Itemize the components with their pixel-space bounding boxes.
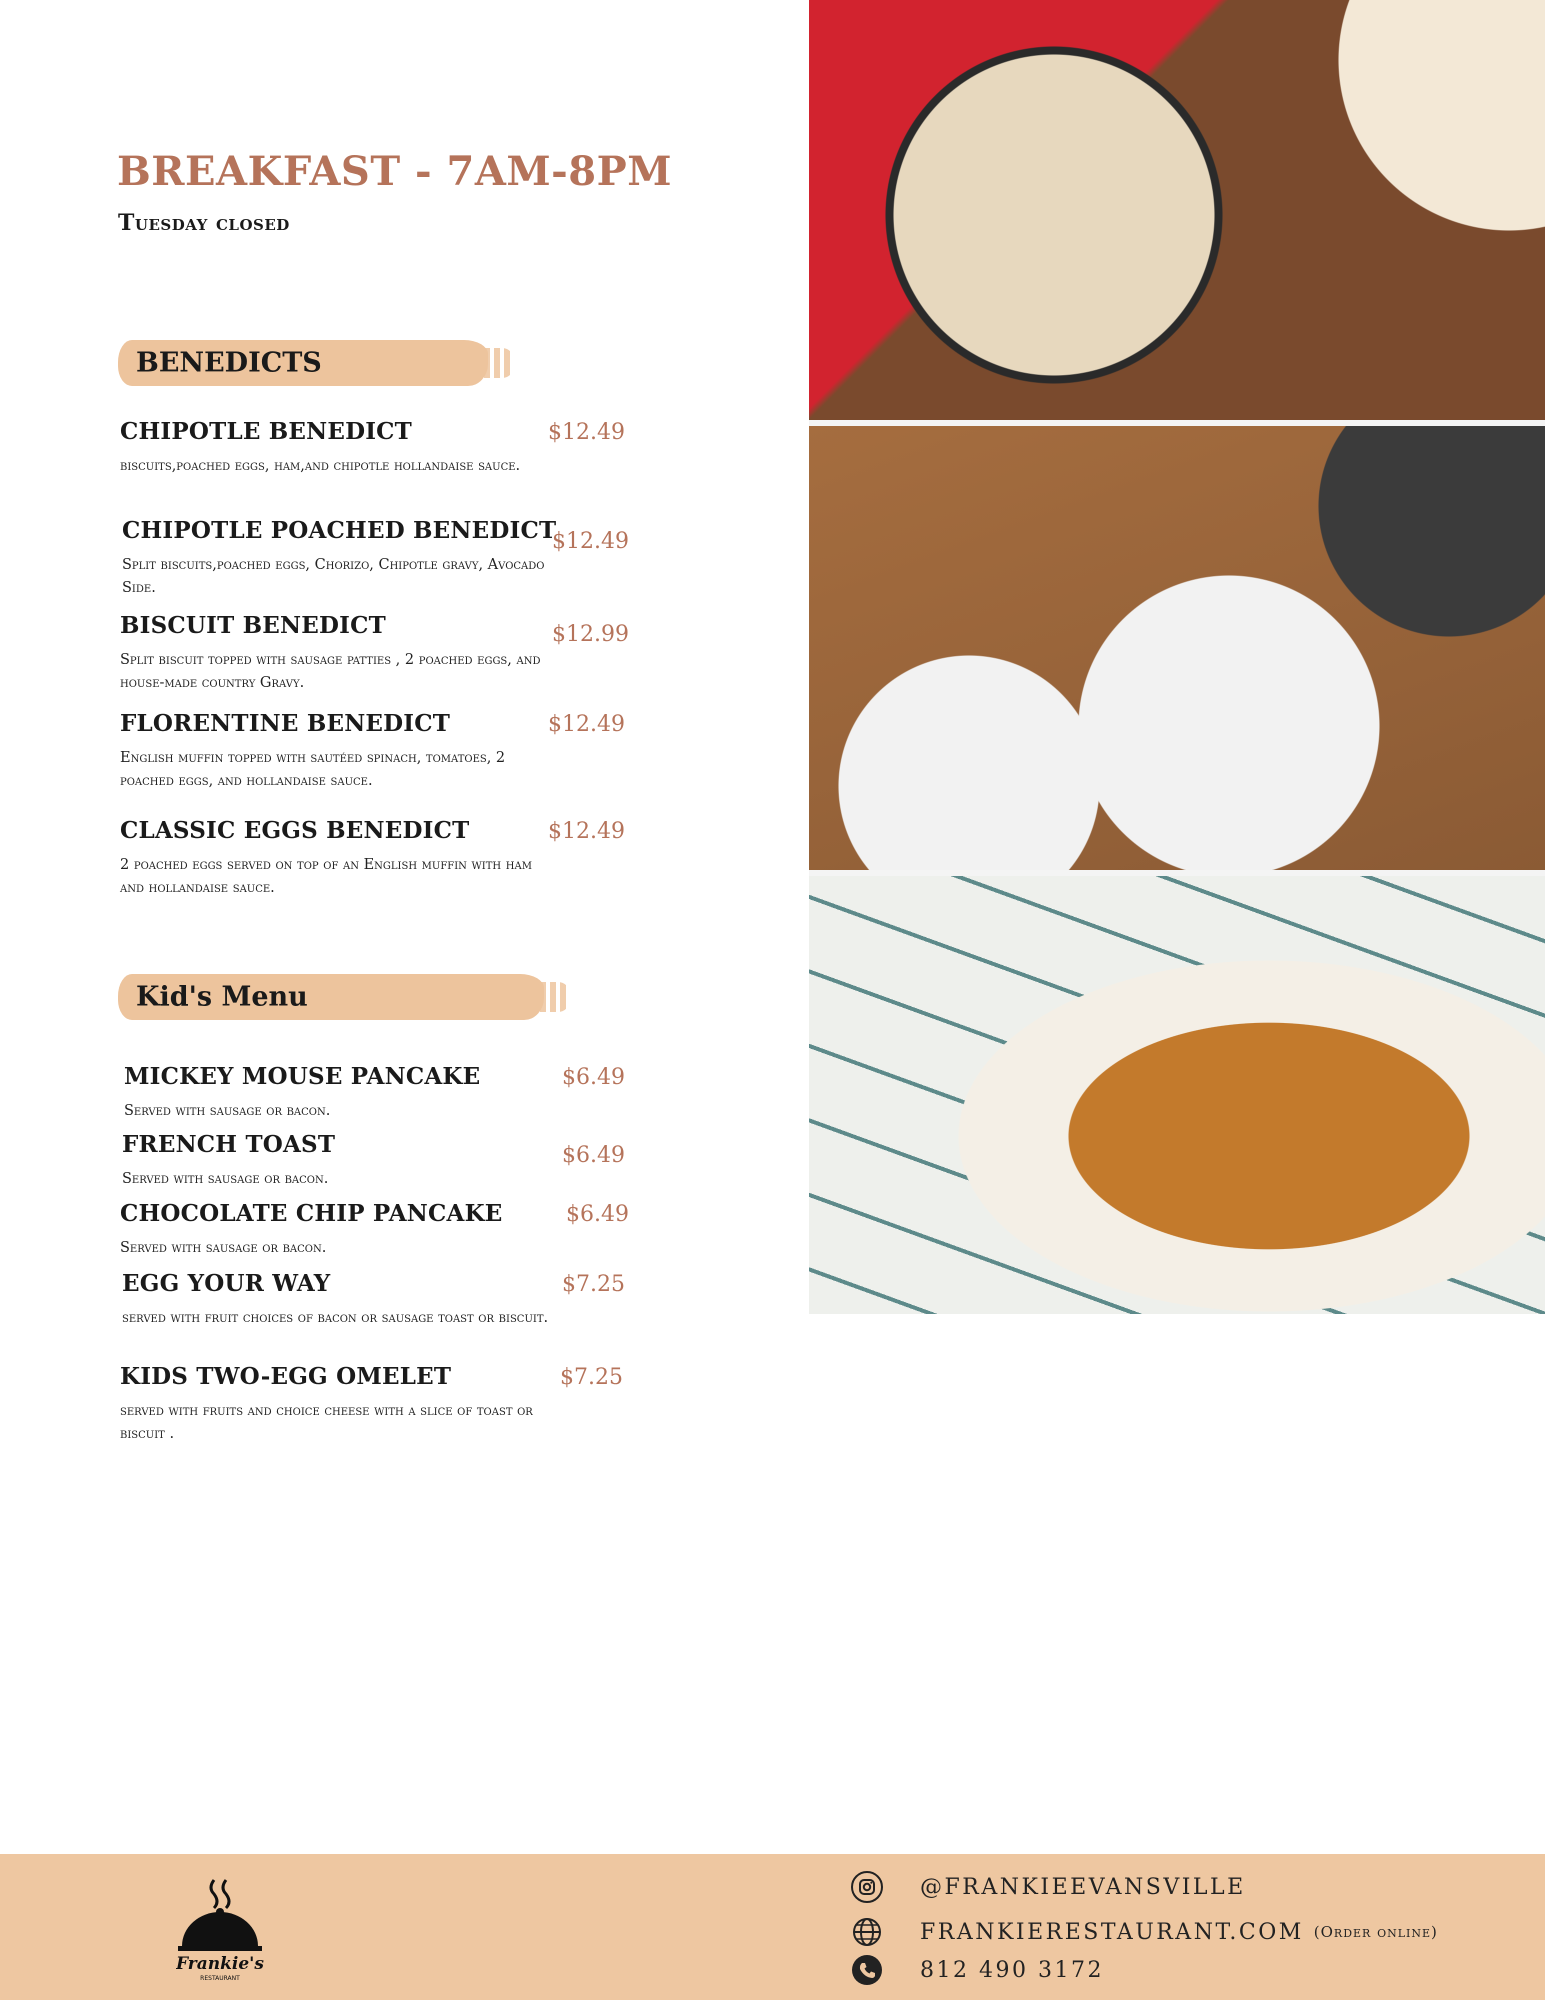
menu-item <box>120 1363 660 1446</box>
svg-text:Frankie's: Frankie's <box>176 1954 264 1974</box>
menu-item-desc: Served with sausage or bacon. <box>120 1240 327 1256</box>
menu-item-desc: served with fruits and choice cheese with a slice of toast or biscuit . <box>120 1403 533 1442</box>
phone-row[interactable] <box>850 1953 1104 1987</box>
menu-item-name: CHIPOTLE POACHED BENEDICT <box>122 517 557 544</box>
menu-item-price: $7.25 <box>562 1272 625 1297</box>
menu-item-price: $12.49 <box>548 712 625 737</box>
menu-item <box>124 1063 664 1123</box>
menu-item-name: CLASSIC EGGS BENEDICT <box>120 817 470 844</box>
menu-item-name: FRENCH TOAST <box>122 1131 336 1158</box>
menu-item-desc: served with fruit choices of bacon or sausage toast or biscuit. <box>122 1310 549 1326</box>
menu-item-price: $6.49 <box>562 1143 625 1168</box>
menu-item <box>120 817 660 900</box>
menu-item-price: $12.49 <box>548 420 625 445</box>
section-banner-kids <box>118 974 544 1020</box>
menu-item-name: CHOCOLATE CHIP PANCAKE <box>120 1200 503 1227</box>
menu-item <box>122 1270 662 1330</box>
page-subtitle: Tuesday closed <box>118 210 290 236</box>
menu-item-desc: Split biscuit topped with sausage patties , 2 poached eggs, and house-made country Gravy. <box>120 652 541 691</box>
menu-item-price: $7.25 <box>560 1365 623 1390</box>
menu-item-price: $6.49 <box>566 1202 629 1227</box>
menu-item-desc: English muffin topped with sautéed spinach, tomatoes, 2 poached eggs, and hollandaise sauce. <box>120 750 506 789</box>
menu-item-desc: biscuits,poached eggs, ham,and chipotle hollandaise sauce. <box>120 458 521 474</box>
phone-icon <box>850 1953 884 1987</box>
order-online-note: (Order online) <box>1313 1923 1438 1941</box>
phone-number[interactable]: 812 490 3172 <box>920 1957 1104 1983</box>
menu-item-name: BISCUIT BENEDICT <box>120 612 386 639</box>
svg-text:RESTAURANT: RESTAURANT <box>200 1975 240 1982</box>
menu-item-desc: Served with sausage or bacon. <box>122 1171 329 1187</box>
instagram-handle[interactable]: @FRANKIEEVANSVILLE <box>920 1874 1246 1900</box>
menu-item-name: CHIPOTLE BENEDICT <box>120 418 413 445</box>
menu-item <box>120 710 660 793</box>
chocolate-chip-pancakes-photo <box>809 870 1545 1314</box>
oatmeal-berries-photo <box>809 0 1545 430</box>
menu-item-price: $6.49 <box>562 1065 625 1090</box>
menu-item-price: $12.49 <box>548 819 625 844</box>
menu-item <box>120 418 660 478</box>
globe-icon <box>850 1915 884 1949</box>
section-label-kids: Kid's Menu <box>136 981 308 1013</box>
website-link[interactable]: FRANKIERESTAURANT.COM <box>920 1919 1304 1945</box>
instagram-icon <box>850 1870 884 1904</box>
footer <box>0 1854 1545 2000</box>
menu-item-name: MICKEY MOUSE PANCAKE <box>124 1063 481 1090</box>
menu-item <box>122 1131 662 1191</box>
page-title: BREAKFAST - 7AM-8PM <box>117 148 672 195</box>
kids-pancakes-photo <box>809 420 1545 896</box>
menu-item <box>120 1200 660 1260</box>
menu-item-name: KIDS TWO-EGG OMELET <box>120 1363 452 1390</box>
restaurant-logo <box>176 1876 266 1986</box>
menu-item-price: $12.49 <box>552 529 629 554</box>
menu-item-name: FLORENTINE BENEDICT <box>120 710 451 737</box>
menu-item-name: EGG YOUR WAY <box>122 1270 331 1297</box>
menu-item-desc: Split biscuits,poached eggs, Chorizo, Chipotle gravy, Avocado Side. <box>122 557 545 596</box>
instagram-row[interactable] <box>850 1870 1246 1904</box>
menu-item-price: $12.99 <box>552 622 629 647</box>
website-row[interactable] <box>850 1915 1438 1949</box>
menu-item <box>120 612 660 695</box>
menu-item <box>122 517 662 600</box>
section-banner-benedicts <box>118 340 488 386</box>
menu-item-desc: 2 poached eggs served on top of an English muffin with ham and hollandaise sauce. <box>120 857 532 896</box>
menu-item-desc: Served with sausage or bacon. <box>124 1103 331 1119</box>
section-label-benedicts: BENEDICTS <box>136 347 322 379</box>
